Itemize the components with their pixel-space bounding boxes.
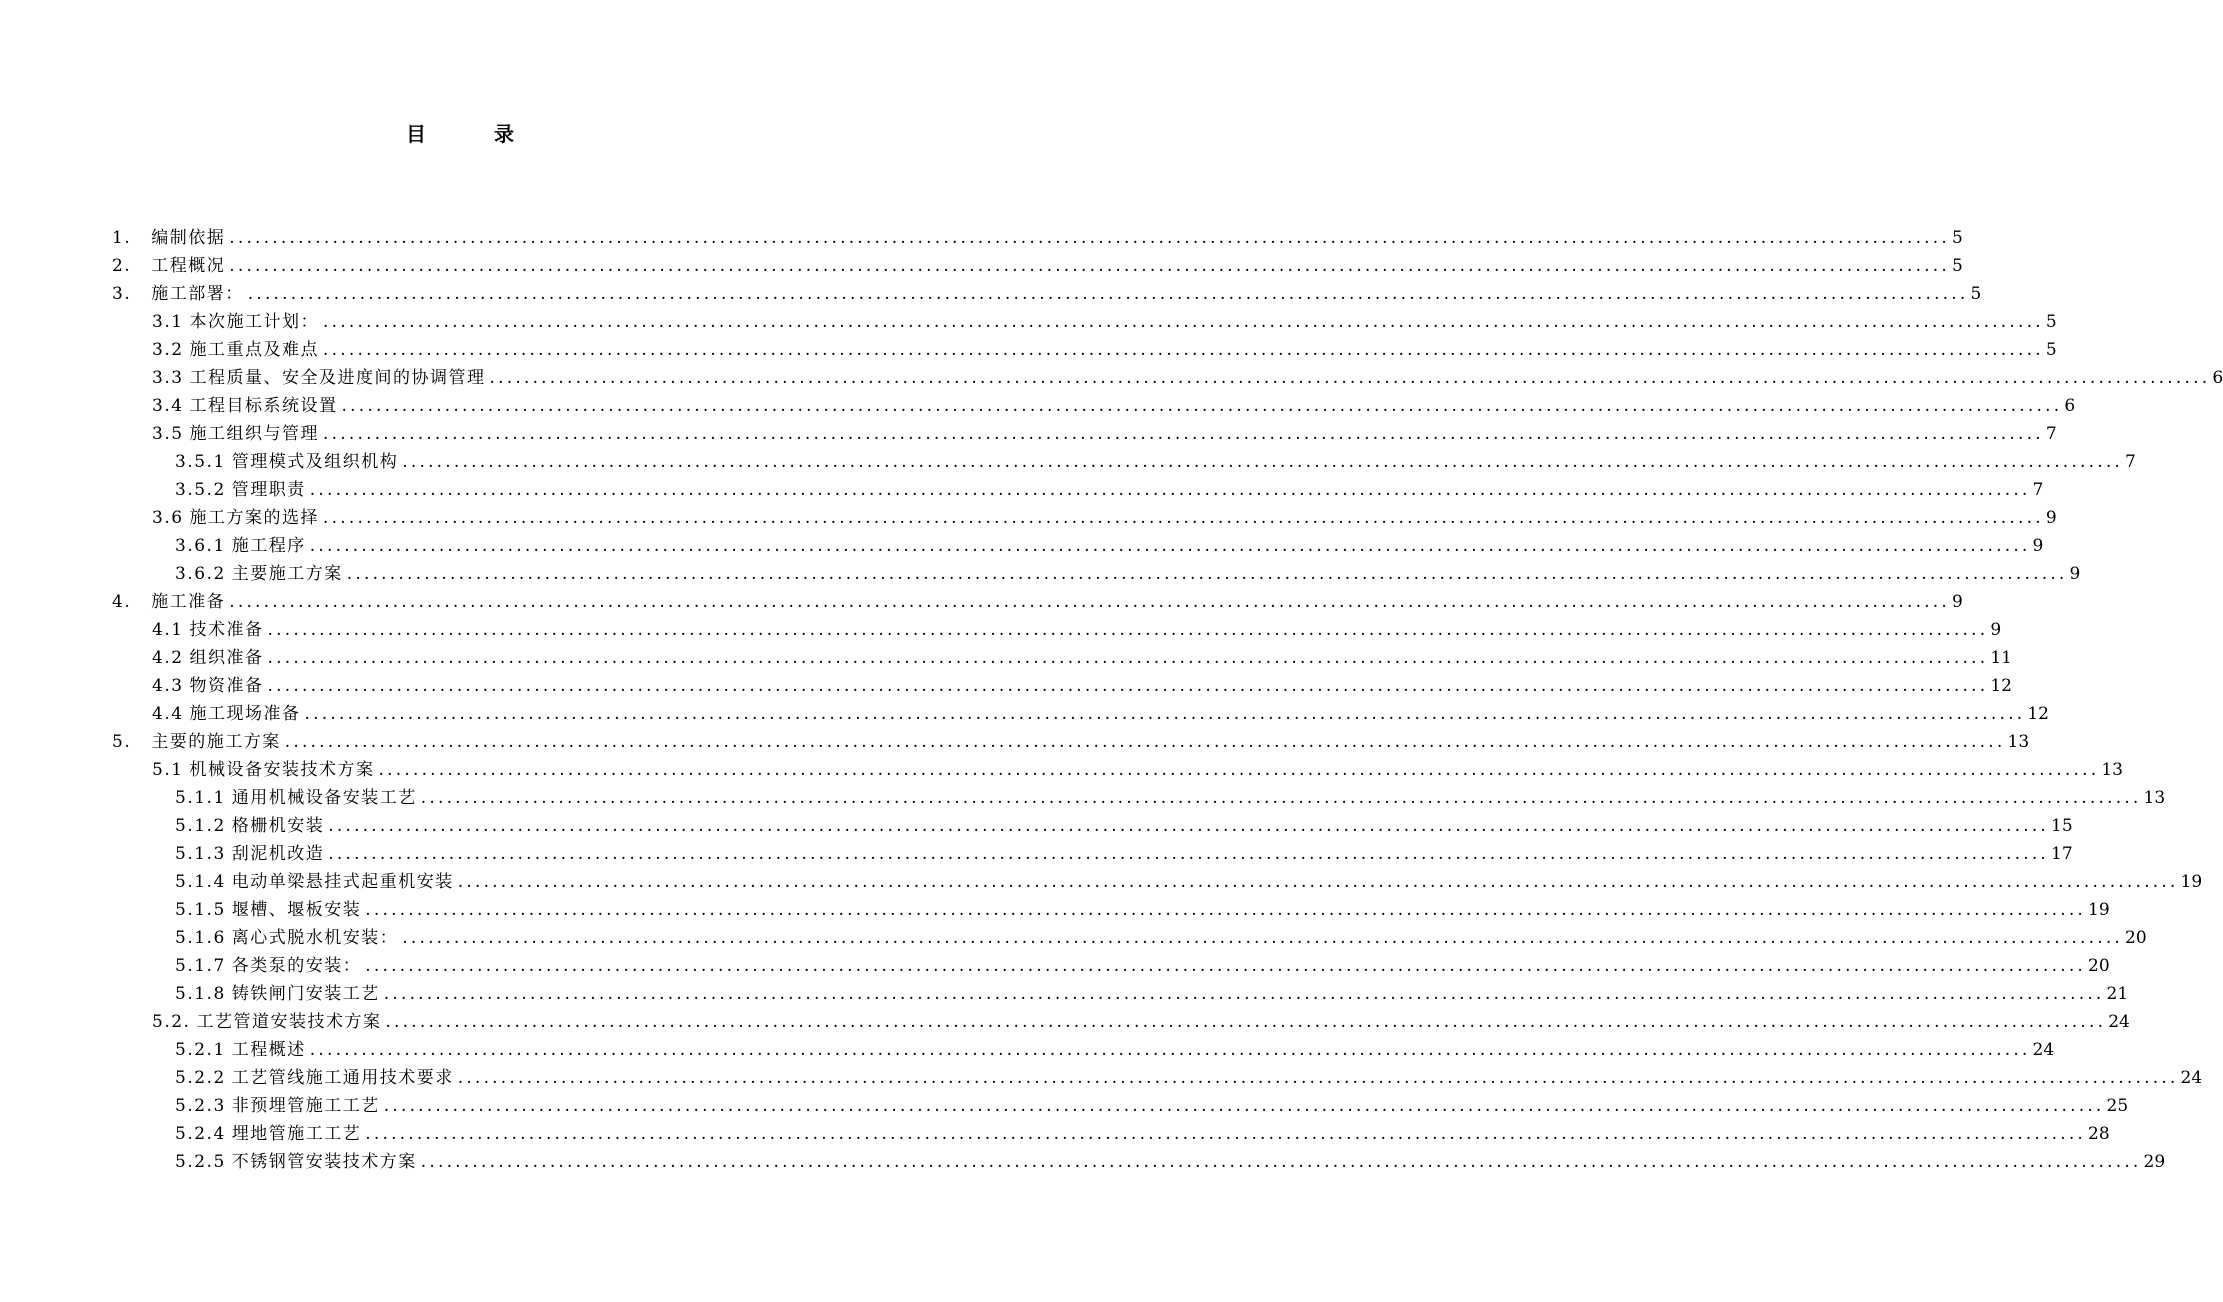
- toc-entry-number: 5.1.3: [175, 844, 226, 864]
- toc-entry[interactable]: [0, 672, 2012, 700]
- toc-entry-number: 3.: [112, 284, 132, 304]
- toc-entry-label: 施工部署：: [151, 284, 244, 304]
- toc-entry-leader: ........................................................................................................................................................................................................: [457, 872, 2179, 892]
- toc-entry[interactable]: [0, 420, 2057, 448]
- toc-entry-label: 本次施工计划：: [189, 312, 320, 332]
- toc-entry[interactable]: [0, 868, 2203, 896]
- toc-entry-number: 5.1.7: [175, 956, 226, 976]
- toc-entry-page: 29: [2143, 1152, 2166, 1172]
- toc-entry-leader: ........................................................................................................................................................................................................: [323, 312, 2044, 332]
- toc-entry[interactable]: [0, 1148, 2166, 1176]
- toc-entry-leader: ........................................................................................................................................................................................................: [304, 704, 2026, 724]
- toc-entry[interactable]: [0, 532, 2044, 560]
- toc-entry-label: 埋地管施工工艺: [231, 1124, 362, 1144]
- toc-entry-leader: ........................................................................................................................................................................................................: [385, 1012, 2107, 1032]
- toc-entry-label: 施工程序: [231, 536, 306, 556]
- toc-entry-number: 3.6.2: [175, 564, 226, 584]
- toc-entry-number: 5.2.4: [175, 1124, 226, 1144]
- toc-entry-number: 3.4: [152, 396, 184, 416]
- toc-entry[interactable]: [0, 1092, 2129, 1120]
- toc-entry-number: 5.1.6: [175, 928, 226, 948]
- toc-entry-page: 9: [2069, 564, 2081, 584]
- toc-entry-page: 7: [2125, 452, 2136, 472]
- toc-entry-leader: ........................................................................................................................................................................................................: [457, 1068, 2179, 1088]
- toc-entry[interactable]: [0, 1120, 2110, 1148]
- toc-entry-number: 3.6.1: [175, 536, 226, 556]
- toc-entry-label: 离心式脱水机安装：: [231, 928, 399, 948]
- toc-entry-page: 6: [2212, 368, 2223, 388]
- toc-entry-label: 主要施工方案: [231, 564, 343, 584]
- toc-entry-number: 3.5.1: [175, 452, 226, 472]
- toc-entry-page: 5: [1970, 284, 1982, 304]
- toc-entry-number: 3.2: [152, 340, 184, 360]
- page-title-char-2: 录: [494, 122, 514, 146]
- toc-entry-page: 9: [1952, 592, 1963, 612]
- toc-entry[interactable]: [0, 840, 2073, 868]
- toc-entry-leader: ........................................................................................................................................................................................................: [328, 844, 2050, 864]
- toc-entry-number: 1.: [112, 228, 132, 248]
- toc-entry-leader: ........................................................................................................................................................................................................: [402, 452, 2124, 472]
- toc-entry-page: 24: [2032, 1040, 2055, 1060]
- toc-entry-number: 4.4: [152, 704, 184, 724]
- toc-entry-leader: ........................................................................................................................................................................................................: [383, 984, 2105, 1004]
- toc-entry-leader: ........................................................................................................................................................................................................: [489, 368, 2211, 388]
- toc-entry-leader: ........................................................................................................................................................................................................: [229, 256, 1950, 276]
- toc-entry-page: 13: [2101, 760, 2123, 780]
- toc-entry[interactable]: [0, 224, 1963, 252]
- toc-entry-number: 5.1.2: [175, 816, 226, 836]
- toc-entry[interactable]: [0, 644, 2012, 672]
- toc-entry-page: 20: [2125, 928, 2147, 948]
- toc-entry-leader: ........................................................................................................................................................................................................: [309, 1040, 2031, 1060]
- toc-entry-number: 5.: [112, 732, 132, 752]
- toc-entry-label: 工程概述: [231, 1040, 306, 1060]
- toc-entry-label: 刮泥机改造: [231, 844, 325, 864]
- toc-entry-leader: ........................................................................................................................................................................................................: [341, 396, 2063, 416]
- toc-entry[interactable]: [0, 280, 1982, 308]
- toc-entry-label: 铸铁闸门安装工艺: [231, 984, 380, 1004]
- toc-entry-label: 工艺管线施工通用技术要求: [231, 1068, 454, 1088]
- toc-entry[interactable]: [0, 1008, 2130, 1036]
- toc-entry-label: 管理职责: [231, 480, 306, 500]
- toc-entry-number: 5.1: [152, 760, 184, 780]
- toc-entry-leader: ........................................................................................................................................................................................................: [247, 284, 1969, 304]
- toc-entry[interactable]: [0, 392, 2076, 420]
- toc-entry-number: 3.1: [152, 312, 184, 332]
- toc-entry-label: 施工方案的选择: [189, 508, 320, 528]
- toc-entry-leader: ........................................................................................................................................................................................................: [267, 676, 1989, 696]
- table-of-contents: [0, 224, 2223, 1176]
- toc-entry-leader: ........................................................................................................................................................................................................: [323, 424, 2044, 444]
- toc-entry-label: 机械设备安装技术方案: [189, 760, 375, 780]
- toc-entry[interactable]: [0, 1036, 2055, 1064]
- toc-entry-page: 19: [2180, 872, 2203, 892]
- toc-entry-leader: ........................................................................................................................................................................................................: [420, 1152, 2142, 1172]
- toc-entry-page: 5: [1952, 256, 1963, 276]
- toc-entry-number: 3.5.2: [175, 480, 226, 500]
- toc-entry-label: 非预埋管施工工艺: [231, 1096, 380, 1116]
- toc-entry[interactable]: [0, 308, 2057, 336]
- toc-entry-leader: ........................................................................................................................................................................................................: [365, 1124, 2087, 1144]
- toc-entry-page: 15: [2051, 816, 2073, 836]
- toc-entry-page: 7: [2032, 480, 2044, 500]
- toc-entry-label: 不锈钢管安装技术方案: [231, 1152, 417, 1172]
- toc-entry[interactable]: [0, 700, 2049, 728]
- toc-entry-leader: ........................................................................................................................................................................................................: [229, 592, 1950, 612]
- toc-entry-number: 5.1.4: [175, 872, 226, 892]
- page-title: [0, 118, 920, 147]
- toc-entry[interactable]: [0, 812, 2073, 840]
- toc-entry-page: 21: [2106, 984, 2129, 1004]
- toc-entry-leader: ........................................................................................................................................................................................................: [378, 760, 2100, 780]
- toc-entry-number: 5.2.1: [175, 1040, 226, 1060]
- toc-entry-number: 3.6: [152, 508, 184, 528]
- toc-entry-number: 4.: [112, 592, 132, 612]
- toc-entry[interactable]: [0, 980, 2129, 1008]
- page-title-char-1: 目: [406, 122, 426, 146]
- toc-entry-label: 各类泵的安装：: [231, 956, 362, 976]
- toc-entry-number: 5.2.2: [175, 1068, 226, 1088]
- toc-entry-leader: ........................................................................................................................................................................................................: [420, 788, 2142, 808]
- toc-entry-number: 3.5: [152, 424, 184, 444]
- toc-entry[interactable]: [0, 336, 2057, 364]
- toc-entry-number: 4.3: [152, 676, 184, 696]
- toc-entry-label: 工艺管道安装技术方案: [196, 1012, 382, 1032]
- toc-entry-number: 4.2: [152, 648, 184, 668]
- toc-entry[interactable]: [0, 588, 1963, 616]
- toc-entry-page: 13: [2007, 732, 2030, 752]
- toc-entry-page: 6: [2064, 396, 2076, 416]
- toc-entry[interactable]: [0, 364, 2223, 392]
- toc-entry-label: 工程质量、安全及进度间的协调管理: [189, 368, 486, 388]
- toc-entry-leader: ........................................................................................................................................................................................................: [267, 620, 1989, 640]
- toc-entry-label: 组织准备: [189, 648, 264, 668]
- toc-entry-label: 施工现场准备: [189, 704, 301, 724]
- toc-entry[interactable]: [0, 924, 2147, 952]
- toc-entry-leader: ........................................................................................................................................................................................................: [328, 816, 2050, 836]
- toc-entry-page: 5: [2045, 312, 2057, 332]
- toc-entry-label: 工程目标系统设置: [189, 396, 338, 416]
- toc-entry[interactable]: [0, 1064, 2203, 1092]
- toc-entry-leader: ........................................................................................................................................................................................................: [309, 480, 2031, 500]
- toc-entry[interactable]: [0, 896, 2110, 924]
- toc-entry-number: 5.2.3: [175, 1096, 226, 1116]
- toc-entry[interactable]: [0, 728, 2030, 756]
- toc-entry-leader: ........................................................................................................................................................................................................: [309, 536, 2031, 556]
- toc-entry-leader: ........................................................................................................................................................................................................: [284, 732, 2006, 752]
- toc-entry-number: 3.3: [152, 368, 184, 388]
- toc-entry-label: 堰槽、堰板安装: [231, 900, 362, 920]
- toc-entry-label: 主要的施工方案: [151, 732, 281, 752]
- toc-entry-label: 通用机械设备安装工艺: [231, 788, 417, 808]
- toc-entry[interactable]: [0, 616, 2002, 644]
- toc-entry-number: 2.: [112, 256, 132, 276]
- toc-entry-page: 9: [2032, 536, 2044, 556]
- toc-entry-page: 12: [2027, 704, 2049, 724]
- toc-entry-label: 技术准备: [189, 620, 264, 640]
- toc-entry-number: 5.2.5: [175, 1152, 226, 1172]
- toc-entry-label: 管理模式及组织机构: [231, 452, 399, 472]
- toc-entry-leader: ........................................................................................................................................................................................................: [267, 648, 1989, 668]
- toc-entry[interactable]: [0, 756, 2123, 784]
- toc-entry-leader: ........................................................................................................................................................................................................: [323, 508, 2044, 528]
- toc-entry-number: 5.2.: [152, 1012, 191, 1032]
- toc-entry-label: 编制依据: [151, 228, 226, 248]
- toc-entry[interactable]: [0, 784, 2166, 812]
- toc-entry[interactable]: [0, 476, 2044, 504]
- toc-entry-page: 13: [2143, 788, 2166, 808]
- toc-entry-leader: ........................................................................................................................................................................................................: [383, 1096, 2105, 1116]
- toc-entry[interactable]: [0, 504, 2057, 532]
- toc-entry-leader: ........................................................................................................................................................................................................: [346, 564, 2068, 584]
- toc-entry-number: 5.1.5: [175, 900, 226, 920]
- toc-entry-page: 7: [2045, 424, 2057, 444]
- toc-entry-number: 5.1.8: [175, 984, 226, 1004]
- toc-entry-leader: ........................................................................................................................................................................................................: [365, 900, 2087, 920]
- toc-entry-label: 电动单梁悬挂式起重机安装: [231, 872, 454, 892]
- toc-entry-page: 20: [2088, 956, 2110, 976]
- toc-entry-number: 4.1: [152, 620, 184, 640]
- toc-entry[interactable]: [0, 252, 1963, 280]
- toc-entry-label: 格栅机安装: [231, 816, 325, 836]
- toc-entry-page: 19: [2088, 900, 2110, 920]
- toc-entry-label: 物资准备: [189, 676, 264, 696]
- toc-entry-page: 17: [2051, 844, 2073, 864]
- toc-entry-page: 24: [2108, 1012, 2130, 1032]
- toc-entry-page: 9: [2045, 508, 2057, 528]
- toc-entry[interactable]: [0, 448, 2136, 476]
- toc-entry-page: 5: [2045, 340, 2057, 360]
- toc-entry-page: 9: [1990, 620, 2002, 640]
- toc-entry-leader: ........................................................................................................................................................................................................: [323, 340, 2044, 360]
- toc-entry[interactable]: [0, 560, 2081, 588]
- toc-entry-page: 24: [2180, 1068, 2203, 1088]
- toc-entry-label: 施工重点及难点: [189, 340, 320, 360]
- toc-entry-number: 5.1.1: [175, 788, 226, 808]
- toc-entry-page: 12: [1990, 676, 2012, 696]
- toc-entry-page: 25: [2106, 1096, 2129, 1116]
- toc-entry-page: 28: [2088, 1124, 2110, 1144]
- toc-entry-leader: ........................................................................................................................................................................................................: [229, 228, 1950, 248]
- toc-entry-leader: ........................................................................................................................................................................................................: [365, 956, 2087, 976]
- toc-entry-label: 施工准备: [151, 592, 226, 612]
- toc-entry-label: 施工组织与管理: [189, 424, 320, 444]
- toc-entry-page: 5: [1952, 228, 1963, 248]
- toc-entry-label: 工程概况: [151, 256, 226, 276]
- toc-entry-page: 11: [1990, 648, 2012, 668]
- toc-entry[interactable]: [0, 952, 2110, 980]
- toc-entry-leader: ........................................................................................................................................................................................................: [402, 928, 2124, 948]
